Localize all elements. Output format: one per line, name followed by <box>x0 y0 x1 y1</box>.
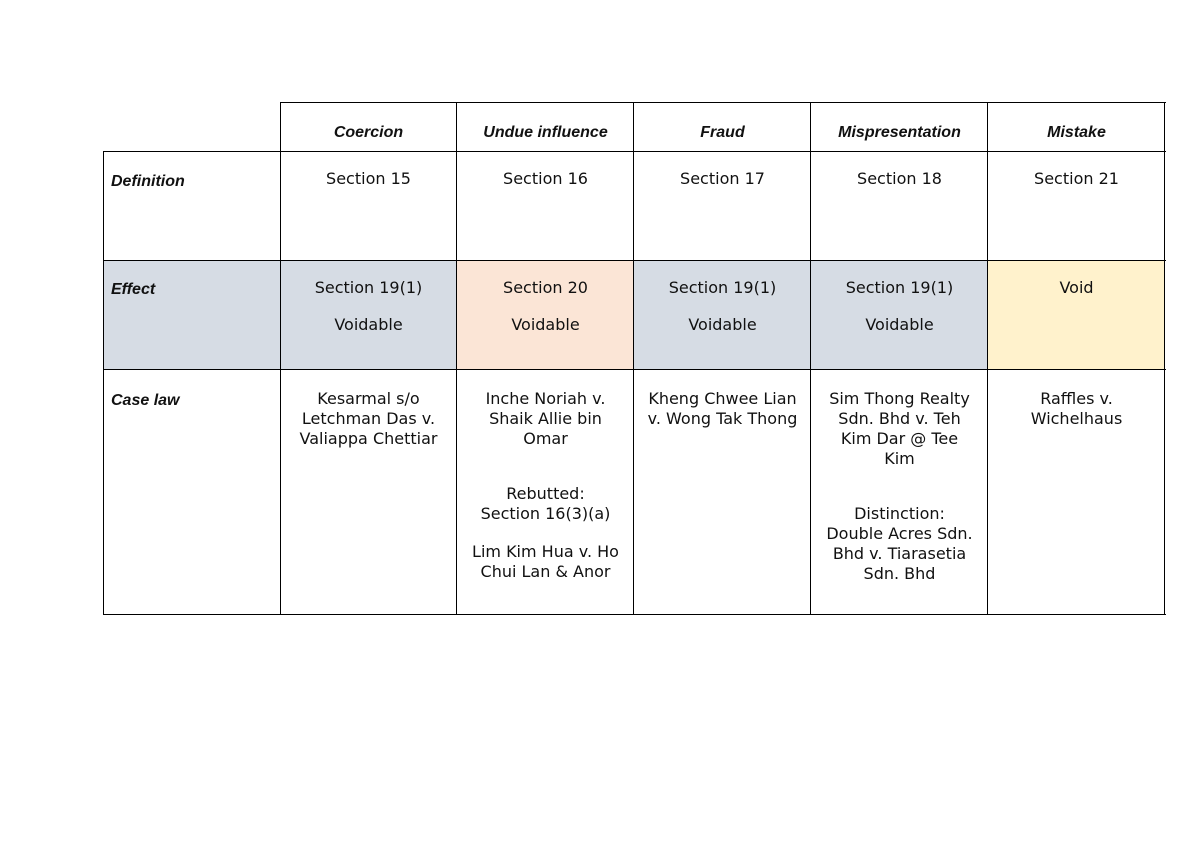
grid-line <box>103 369 1166 370</box>
effect-section: Section 19(1) <box>668 278 777 297</box>
definition-cell-fraud: Section 17 <box>680 169 765 188</box>
case-line: Raffles v. <box>1040 389 1113 408</box>
case-line: Valiappa Chettiar <box>299 429 438 448</box>
case-line: Kim Dar @ Tee <box>840 429 959 448</box>
spacer <box>457 449 634 484</box>
distinction-line: Double Acres Sdn. <box>826 524 973 543</box>
grid-line <box>280 102 1166 103</box>
spacer <box>811 469 988 504</box>
caselaw-cell-misrep <box>811 389 988 584</box>
effect-cell-mistake <box>988 278 1165 298</box>
rebuttal-line: Section 16(3)(a) <box>480 504 611 523</box>
case-line: Sim Thong Realty <box>829 389 970 408</box>
effect-status: Voidable <box>865 315 934 334</box>
effect-status: Voidable <box>511 315 580 334</box>
grid-line <box>103 151 1166 152</box>
effect-row-bg <box>103 260 280 370</box>
effect-status: Voidable <box>334 315 403 334</box>
case-line: Inche Noriah v. <box>485 389 606 408</box>
case-line: Wichelhaus <box>1030 409 1123 428</box>
case-line: Letchman Das v. <box>301 409 436 428</box>
effect-cell-coercion <box>280 278 457 335</box>
rebuttal-line: Rebutted: <box>506 484 585 503</box>
case-line: Omar <box>523 429 568 448</box>
column-header-undue-influence: Undue influence <box>483 124 608 141</box>
effect-cell-fraud <box>634 278 811 335</box>
effect-status: Voidable <box>688 315 757 334</box>
column-header-coercion: Coercion <box>333 124 404 141</box>
caselaw-cell-fraud <box>634 389 811 429</box>
grid-line <box>103 614 1166 615</box>
case-line: Shaik Allie bin <box>489 409 602 428</box>
distinction-line: Distinction: <box>854 504 945 523</box>
effect-section: Section 19(1) <box>314 278 423 297</box>
distinction-line: Sdn. Bhd <box>863 564 936 583</box>
row-label-effect: Effect <box>111 281 156 298</box>
case-line: Kesarmal s/o <box>317 389 420 408</box>
definition-cell-misrep: Section 18 <box>857 169 942 188</box>
effect-cell-misrep <box>811 278 988 335</box>
case-line: Kim <box>884 449 915 468</box>
case-line: Chui Lan & Anor <box>480 562 611 581</box>
effect-cell-undue <box>457 278 634 335</box>
effect-section: Section 19(1) <box>845 278 954 297</box>
case-line: Sdn. Bhd v. Teh <box>838 409 961 428</box>
case-line: Lim Kim Hua v. Ho <box>472 542 619 561</box>
caselaw-cell-coercion <box>280 389 457 449</box>
column-header-fraud: Fraud <box>700 124 745 141</box>
caselaw-cell-mistake <box>988 389 1165 429</box>
definition-cell-mistake: Section 21 <box>1034 169 1119 188</box>
row-label-case-law: Case law <box>111 392 180 409</box>
distinction-line: Bhd v. Tiarasetia <box>832 544 967 563</box>
grid-line <box>103 260 1166 261</box>
effect-cell-bg-mistake <box>988 260 1165 370</box>
spacer <box>457 524 634 542</box>
effect-section: Void <box>1059 278 1094 297</box>
column-header-mistake: Mistake <box>1047 124 1106 141</box>
column-header-misrepresentation: Mispresentation <box>838 124 961 141</box>
case-line: Kheng Chwee Lian <box>648 389 797 408</box>
definition-cell-undue: Section 16 <box>503 169 588 188</box>
row-label-definition: Definition <box>111 173 185 190</box>
grid-line <box>103 151 104 615</box>
case-line: v. Wong Tak Thong <box>647 409 798 428</box>
caselaw-cell-undue <box>457 389 634 582</box>
effect-section: Section 20 <box>503 278 588 297</box>
definition-cell-coercion: Section 15 <box>326 169 411 188</box>
